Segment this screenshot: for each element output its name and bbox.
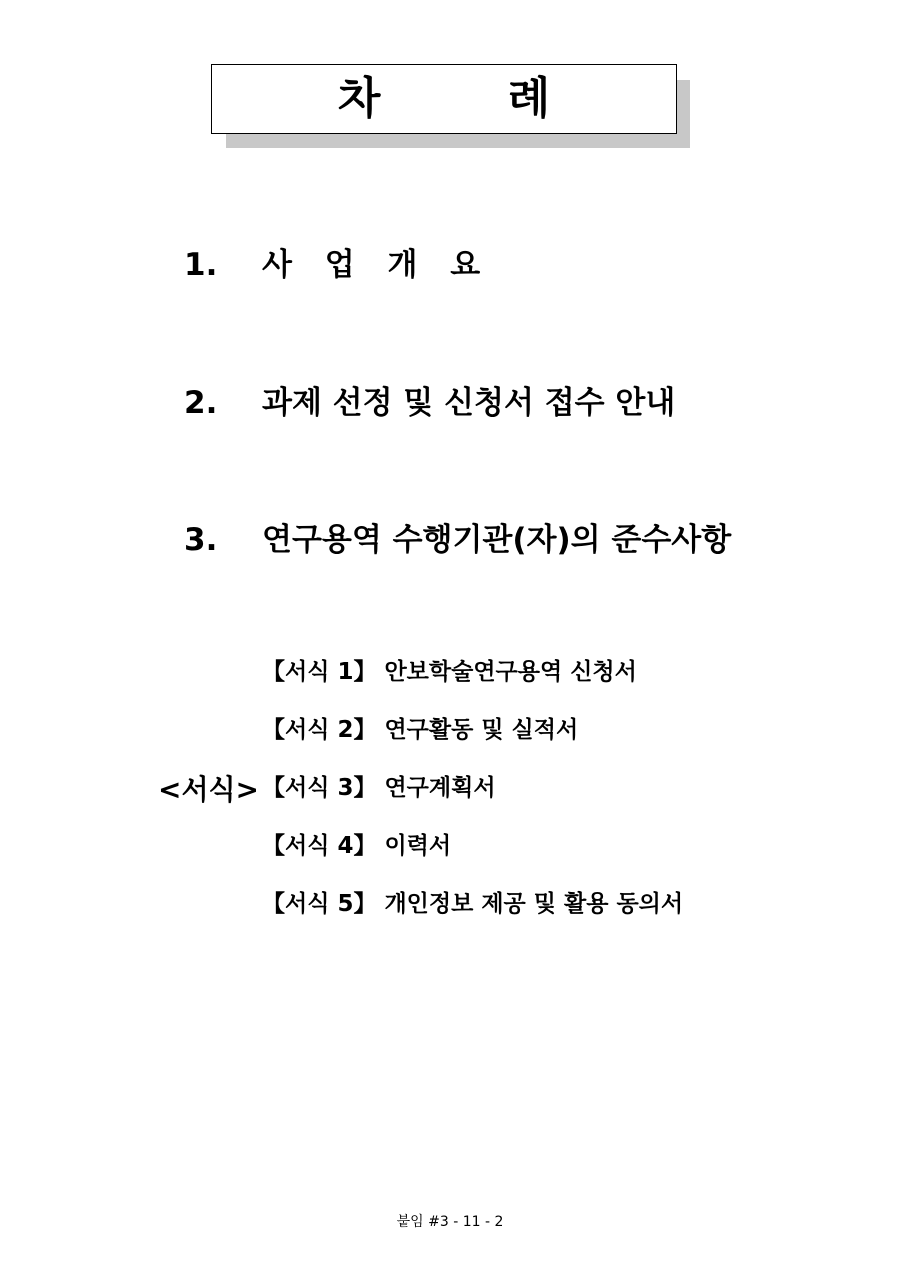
section-label: 과제 선정 및 신청서 접수 안내: [262, 385, 676, 421]
toc-form-3[interactable]: 【서식 3】 연구계획서: [262, 775, 496, 801]
page-title: 차 례: [337, 73, 607, 124]
title-box: [211, 64, 677, 134]
section-number: 1.: [184, 247, 218, 283]
section-number: 2.: [184, 385, 218, 421]
toc-section-3[interactable]: [184, 522, 732, 558]
toc-form-1[interactable]: 【서식 1】 안보학술연구용역 신청서: [262, 659, 637, 685]
section-label: 사 업 개 요: [262, 247, 492, 283]
toc-section-2[interactable]: [184, 385, 676, 421]
toc-form-5[interactable]: 【서식 5】 개인정보 제공 및 활용 동의서: [262, 891, 684, 917]
page-footer: 붙임 #3 - 11 - 2: [396, 1214, 504, 1230]
forms-list: [262, 661, 683, 951]
section-label: 연구용역 수행기관(자)의 준수사항: [262, 522, 732, 558]
section-number: 3.: [184, 522, 218, 558]
toc-form-2[interactable]: 【서식 2】 연구활동 및 실적서: [262, 717, 579, 743]
forms-heading: <서식>: [158, 773, 260, 806]
toc-form-4[interactable]: 【서식 4】 이력서: [262, 833, 452, 859]
toc-section-1[interactable]: [184, 247, 492, 283]
